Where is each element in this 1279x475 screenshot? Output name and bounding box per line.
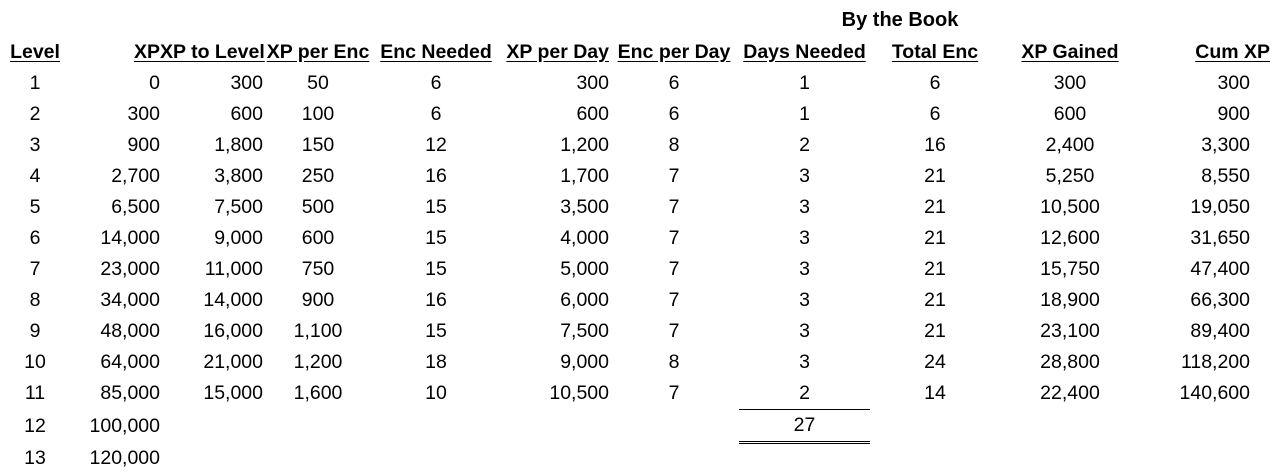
cell-cum-xp: 8,550 [1201,165,1250,187]
cell-xp-per-enc: 100 [301,103,335,125]
cell-xp-per-enc: 1,600 [293,382,343,405]
empty-cell [609,443,739,475]
cell-xp-per-enc: 1,200 [293,351,343,373]
header-row [0,37,1274,68]
cell-xp-gained: 15,750 [1040,258,1100,280]
table-row [0,316,1274,347]
header-xp-per-day: XP per Day [506,41,609,63]
cell-xp-gained: 5,250 [1045,165,1095,187]
cell-xp: 120,000 [89,447,160,470]
table-title: By the Book [841,9,959,31]
cell-enc-needed: 10 [425,382,447,405]
table-row [0,99,1274,130]
cell-enc-needed: 6 [430,72,442,94]
cell-xp-to-level: 9,000 [214,227,263,249]
cell-total-enc: 21 [924,289,946,311]
empty-cell [609,410,739,443]
table-row [0,68,1274,99]
cell-level: 9 [29,320,41,342]
cell-enc-per-day: 7 [668,320,680,342]
empty-cell [373,443,499,475]
table-row [0,347,1274,378]
cell-xp-per-enc: 250 [301,165,335,187]
cell-enc-needed: 15 [425,258,447,280]
cell-enc-needed: 16 [425,289,447,311]
cell-xp-to-level: 14,000 [203,289,263,311]
cell-xp-to-level: 3,800 [214,165,263,187]
table-row [0,223,1274,254]
cell-total-enc: 24 [924,351,946,373]
cell-xp-per-enc: 1,100 [293,320,343,342]
cell-xp: 900 [127,134,160,156]
cell-level: 12 [24,414,46,437]
cell-level: 1 [29,72,41,94]
cell-enc-per-day: 8 [668,134,680,156]
cell-cum-xp: 118,200 [1180,351,1250,373]
cell-enc-needed: 6 [430,103,442,125]
cell-xp: 2,700 [111,165,160,187]
empty-cell [160,443,263,475]
cell-cum-xp: 47,400 [1190,258,1250,280]
cell-xp-per-day: 1,700 [560,165,609,187]
cell-xp-per-enc: 150 [301,134,335,156]
cell-cum-xp: 900 [1217,103,1250,125]
cell-level: 4 [29,165,41,187]
cell-enc-per-day: 6 [668,72,680,94]
header-cum-xp: Cum XP [1195,41,1270,63]
cell-xp-to-level: 7,500 [214,196,263,218]
cell-xp: 64,000 [100,351,160,373]
total-row [0,410,1274,443]
cell-xp-to-level: 11,000 [204,258,263,280]
cell-enc-needed: 12 [425,134,447,156]
cell-xp-per-day: 9,000 [560,351,609,373]
cell-level: 7 [29,258,41,280]
cell-total-enc: 21 [924,196,946,218]
cell-xp-per-day: 4,000 [560,227,609,249]
cell-days-needed: 2 [799,382,810,404]
cell-level: 10 [24,351,46,373]
days-needed-total: 27 [739,410,870,443]
cell-xp-to-level: 21,000 [203,351,263,373]
cell-xp-per-enc: 750 [301,258,335,280]
cell-days-needed: 1 [799,103,810,125]
cell-total-enc: 6 [929,103,941,125]
cell-enc-needed: 15 [425,227,447,249]
cell-xp-per-day: 7,500 [560,320,609,342]
cell-cum-xp: 66,300 [1190,289,1250,311]
cell-level: 8 [29,289,41,311]
cell-xp-gained: 28,800 [1040,351,1100,373]
cell-xp: 300 [127,103,160,125]
cell-xp-gained: 300 [1053,72,1087,94]
cell-xp: 6,500 [111,196,160,218]
table-row [0,254,1274,285]
header-days-needed: Days Needed [743,41,866,63]
empty-cell [263,410,373,443]
cell-xp-to-level: 16,000 [203,320,263,342]
header-total-enc: Total Enc [891,41,979,63]
table-row [0,192,1274,223]
cell-days-needed: 3 [799,227,810,249]
cell-xp: 0 [149,72,160,94]
cell-xp-per-day: 1,200 [560,134,609,156]
table-body [0,68,1274,475]
header-xp-per-enc: XP per Enc [266,41,370,63]
header-xp-gained: XP Gained [1021,41,1119,63]
xp-table [0,37,1274,475]
cell-enc-needed: 15 [425,320,447,342]
cell-enc-needed: 18 [425,351,447,373]
cell-level: 6 [29,227,41,249]
cell-days-needed: 1 [799,72,810,94]
cell-level: 5 [29,196,41,218]
table-row [0,161,1274,192]
cell-level: 11 [24,382,46,405]
cell-total-enc: 21 [924,165,946,187]
cell-xp: 48,000 [100,320,160,342]
cell-enc-per-day: 7 [668,227,680,249]
table-row [0,443,1274,475]
cell-total-enc: 6 [929,72,941,94]
cell-xp-gained: 18,900 [1040,289,1100,311]
cell-xp-per-enc: 600 [301,227,335,249]
cell-xp-gained: 12,600 [1040,227,1100,249]
empty-cell [739,443,870,475]
cell-xp: 23,000 [100,258,160,280]
cell-xp-per-enc: 500 [301,196,335,218]
cell-days-needed: 3 [799,196,810,218]
cell-xp-to-level: 1,800 [214,134,263,156]
cell-xp-per-day: 3,500 [560,196,609,218]
cell-enc-per-day: 7 [668,258,680,280]
header-xp-to-level: XP to Level [160,41,265,63]
empty-cell [499,443,609,475]
table-row [0,130,1274,161]
cell-enc-per-day: 7 [668,196,680,218]
header-level: Level [10,41,60,63]
empty-cell [1140,443,1274,475]
cell-enc-needed: 16 [425,165,447,187]
empty-cell [870,410,1000,443]
cell-xp-gained: 600 [1053,103,1087,125]
cell-level: 3 [29,134,41,156]
table-row [0,285,1274,316]
cell-xp: 34,000 [100,289,160,311]
cell-xp-per-day: 300 [576,72,609,94]
cell-days-needed: 3 [799,165,810,187]
cell-xp: 14,000 [100,227,160,249]
header-xp: XP [133,41,160,63]
cell-enc-per-day: 6 [668,103,680,125]
cell-total-enc: 14 [924,382,946,405]
empty-cell [499,410,609,443]
empty-cell [1000,410,1140,443]
cell-xp-per-day: 10,500 [549,382,609,405]
cell-total-enc: 16 [924,134,946,156]
table-row [0,378,1274,410]
cell-days-needed: 2 [799,134,810,156]
cell-total-enc: 21 [924,258,946,280]
cell-level: 2 [29,103,41,125]
cell-enc-per-day: 7 [668,289,680,311]
cell-total-enc: 21 [924,320,946,342]
empty-cell [373,410,499,443]
cell-cum-xp: 89,400 [1190,320,1250,342]
cell-xp-gained: 22,400 [1040,382,1100,405]
empty-cell [1140,410,1274,443]
cell-days-needed: 3 [799,351,810,373]
cell-xp-to-level: 600 [230,103,263,125]
cell-xp-to-level: 300 [230,72,263,94]
cell-xp-per-day: 6,000 [560,289,609,311]
cell-cum-xp: 31,650 [1190,227,1250,249]
cell-xp-per-day: 5,000 [560,258,609,280]
cell-xp-gained: 23,100 [1040,320,1100,342]
cell-xp-per-enc: 50 [307,72,329,94]
header-enc-per-day: Enc per Day [617,41,731,63]
cell-days-needed: 3 [799,320,810,342]
empty-cell [870,443,1000,475]
cell-xp-per-day: 600 [576,103,609,125]
empty-cell [160,410,263,443]
cell-cum-xp: 3,300 [1201,134,1250,156]
header-enc-needed: Enc Needed [380,41,492,63]
cell-xp: 85,000 [100,382,160,405]
cell-enc-per-day: 7 [668,382,680,405]
cell-xp-per-enc: 900 [301,289,335,311]
cell-cum-xp: 19,050 [1190,196,1250,218]
cell-xp-gained: 10,500 [1040,196,1100,218]
cell-level: 13 [24,447,46,470]
empty-cell [263,443,373,475]
cell-enc-per-day: 7 [668,165,680,187]
cell-total-enc: 21 [924,227,946,249]
cell-enc-per-day: 8 [668,351,680,373]
cell-enc-needed: 15 [425,196,447,218]
cell-days-needed: 3 [799,289,810,311]
cell-cum-xp: 300 [1217,72,1250,94]
cell-cum-xp: 140,600 [1179,382,1250,405]
cell-xp: 100,000 [89,414,160,437]
cell-xp-gained: 2,400 [1045,134,1095,156]
cell-days-needed: 3 [799,258,810,280]
cell-xp-to-level: 15,000 [203,382,263,405]
empty-cell [1000,443,1140,475]
